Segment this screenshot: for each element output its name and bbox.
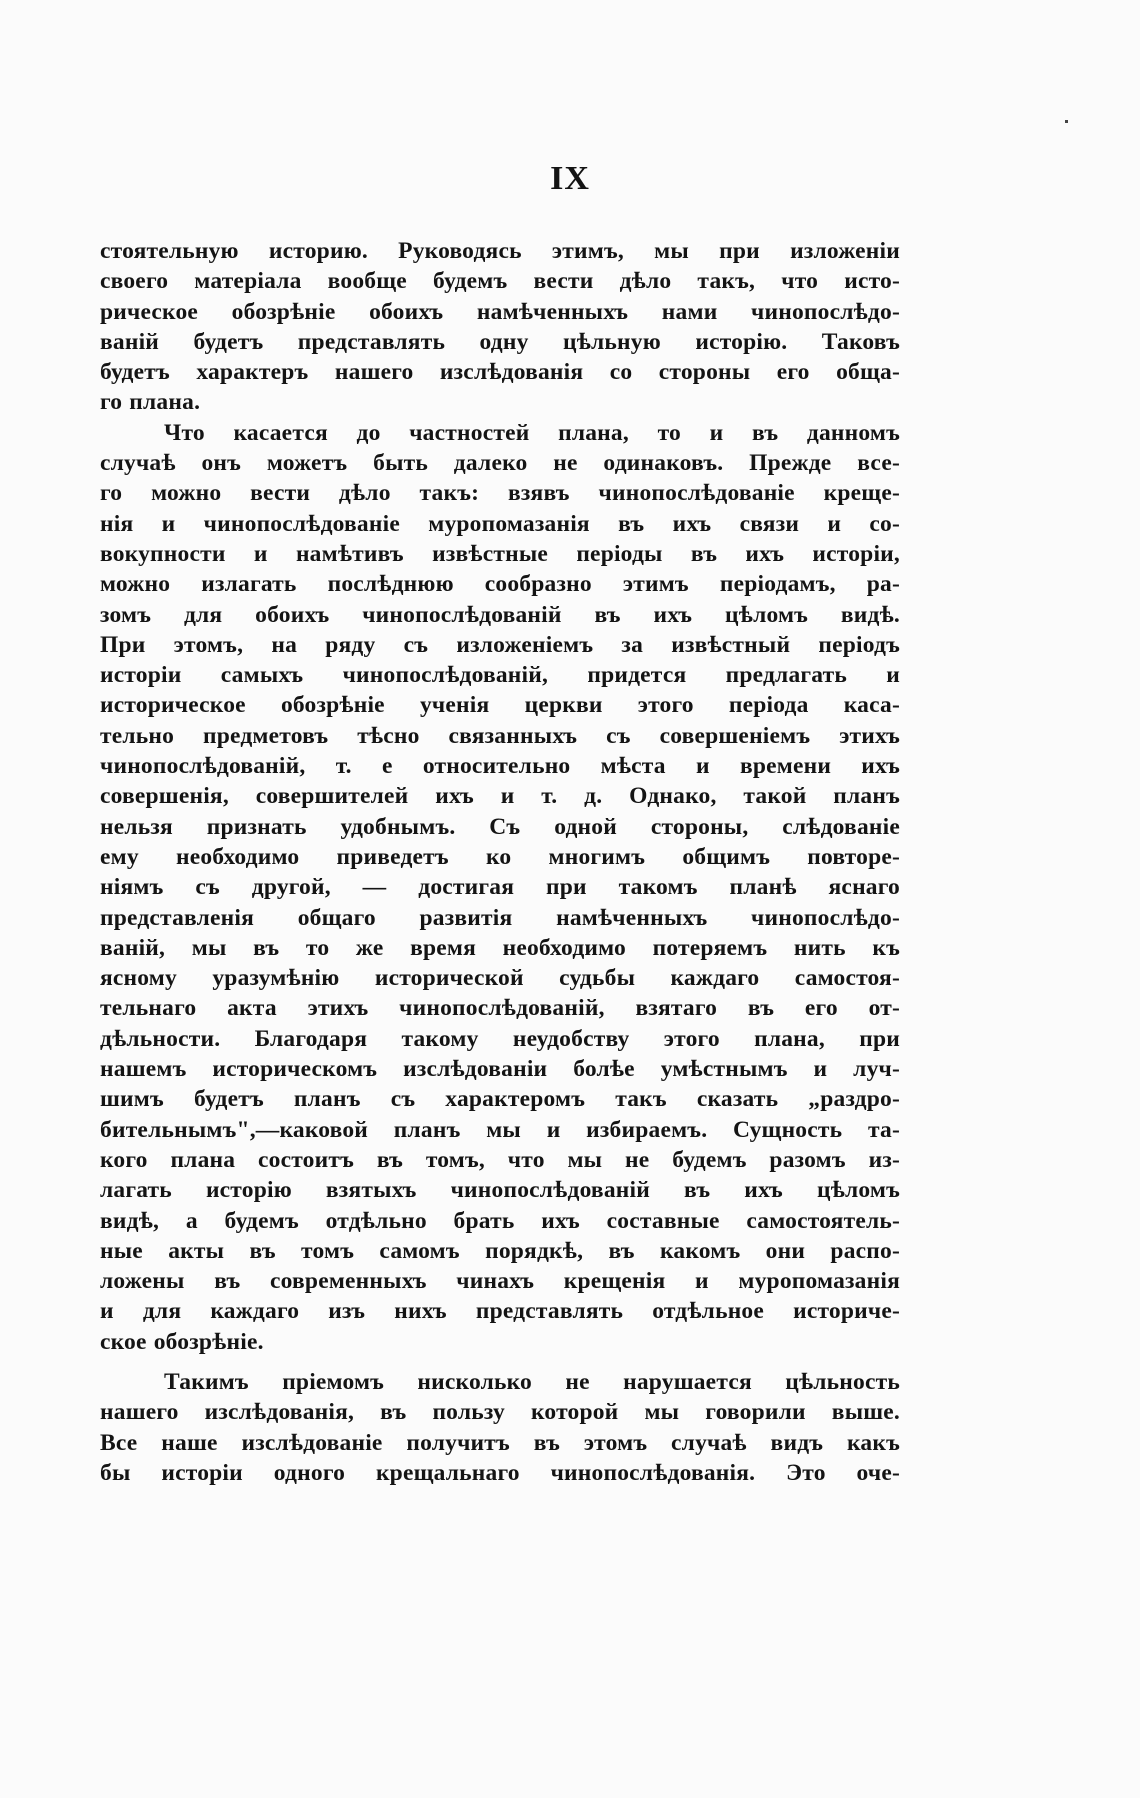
text-line: дѣльности. Благодаря такому неудобству этого плана, при xyxy=(100,1025,900,1052)
paragraph xyxy=(100,418,900,1357)
page-number: IX xyxy=(550,160,590,197)
text-line: Такимъ пріемомъ нисколько не нарушается цѣльность xyxy=(164,1368,900,1395)
text-line: ные акты въ томъ самомъ порядкѣ, въ какомъ они распо- xyxy=(100,1237,900,1264)
text-line: тельнаго акта этихъ чинопослѣдованій, взятаго въ его от- xyxy=(100,995,900,1022)
text-line: Что касается до частностей плана, то и въ данномъ xyxy=(164,419,900,446)
text-line: нашего изслѣдованія, въ пользу которой мы говорили выше. xyxy=(100,1399,900,1426)
text-line: представленія общаго развитія намѣченныхъ чинопослѣдо- xyxy=(100,904,900,931)
paragraph xyxy=(100,236,900,418)
text-line: Все наше изслѣдованіе получитъ въ этомъ случаѣ видъ какъ xyxy=(100,1429,900,1456)
text-line: шимъ будетъ планъ съ характеромъ такъ сказать „раздро- xyxy=(100,1086,900,1113)
text-line: вокупности и намѣтивъ извѣстные періоды въ ихъ исторіи, xyxy=(100,540,900,567)
text-line: нія и чинопослѣдованіе муропомазанія въ ихъ связи и со- xyxy=(100,510,900,537)
text-line: бы исторіи одного крещальнаго чинопослѣдованія. Это оче- xyxy=(100,1459,900,1486)
paragraph xyxy=(100,1367,900,1488)
text-line: ясному уразумѣнію исторической судьбы каждаго самостоя- xyxy=(100,965,900,992)
text-line: ему необходимо приведетъ ко многимъ общимъ повторе- xyxy=(100,843,900,870)
scan-speck xyxy=(1065,120,1068,123)
text-line: своего матеріала вообще будемъ вести дѣло такъ, что исто- xyxy=(100,268,900,295)
text-line: бительнымъ",—каковой планъ мы и избираемъ. Сущность та- xyxy=(100,1116,900,1143)
text-line: рическое обозрѣніе обоихъ намѣченныхъ нами чинопослѣдо- xyxy=(100,298,900,325)
text-line: нельзя признать удобнымъ. Съ одной стороны, слѣдованіе xyxy=(100,813,900,840)
text-line: исторіи самыхъ чинопослѣдованій, придется предлагать и xyxy=(100,662,900,689)
text-line: ское обозрѣніе. xyxy=(100,1328,264,1355)
text-line: случаѣ онъ можетъ быть далеко не одинаковъ. Прежде все- xyxy=(100,450,900,477)
text-line: го можно вести дѣло такъ: взявъ чинопослѣдованіе креще- xyxy=(100,480,900,507)
text-line: историческое обозрѣніе ученія церкви этого періода каса- xyxy=(100,692,900,719)
text-line: го плана. xyxy=(100,389,201,416)
text-line: При этомъ, на ряду съ изложеніемъ за извѣстный періодъ xyxy=(100,631,900,658)
text-line: можно излагать послѣднюю сообразно этимъ періодамъ, ра- xyxy=(100,571,900,598)
text-line: лагать исторію взятыхъ чинопослѣдованій въ ихъ цѣломъ xyxy=(100,1177,900,1204)
text-line: будетъ характеръ нашего изслѣдованія со стороны его общa- xyxy=(100,359,900,386)
text-line: и для каждаго изъ нихъ представлять отдѣльное историче- xyxy=(100,1298,900,1325)
text-line: стоятельную историю. Руководясь этимъ, мы при изложеніи xyxy=(100,238,900,264)
text-line: тельно предметовъ тѣсно связанныхъ съ совершеніемъ этихъ xyxy=(100,722,900,749)
body-text xyxy=(100,236,900,1488)
text-line: ваній будетъ представлять одну цѣльную исторію. Таковъ xyxy=(100,328,900,355)
text-line: ваній, мы въ то же время необходимо потеряемъ нить къ xyxy=(100,934,900,961)
text-line: совершенія, совершителей ихъ и т. д. Однако, такой планъ xyxy=(100,783,900,810)
text-line: ложены въ современныхъ чинахъ крещенія и муропомазанія xyxy=(100,1268,900,1295)
text-line: чинопослѣдованій, т. е относительно мѣста и времени ихъ xyxy=(100,753,900,780)
text-line: видѣ, а будемъ отдѣльно брать ихъ составные самостоятель- xyxy=(100,1207,900,1234)
text-line: ніямъ съ другой, — достигая при такомъ планѣ яснаго xyxy=(100,874,900,901)
text-line: зомъ для обоихъ чинопослѣдованій въ ихъ цѣломъ видѣ. xyxy=(100,601,900,628)
text-line: нашемъ историческомъ изслѣдованіи болѣе умѣстнымъ и луч- xyxy=(100,1056,900,1083)
text-line: кого плана состоитъ въ томъ, что мы не будемъ разомъ из- xyxy=(100,1146,900,1173)
